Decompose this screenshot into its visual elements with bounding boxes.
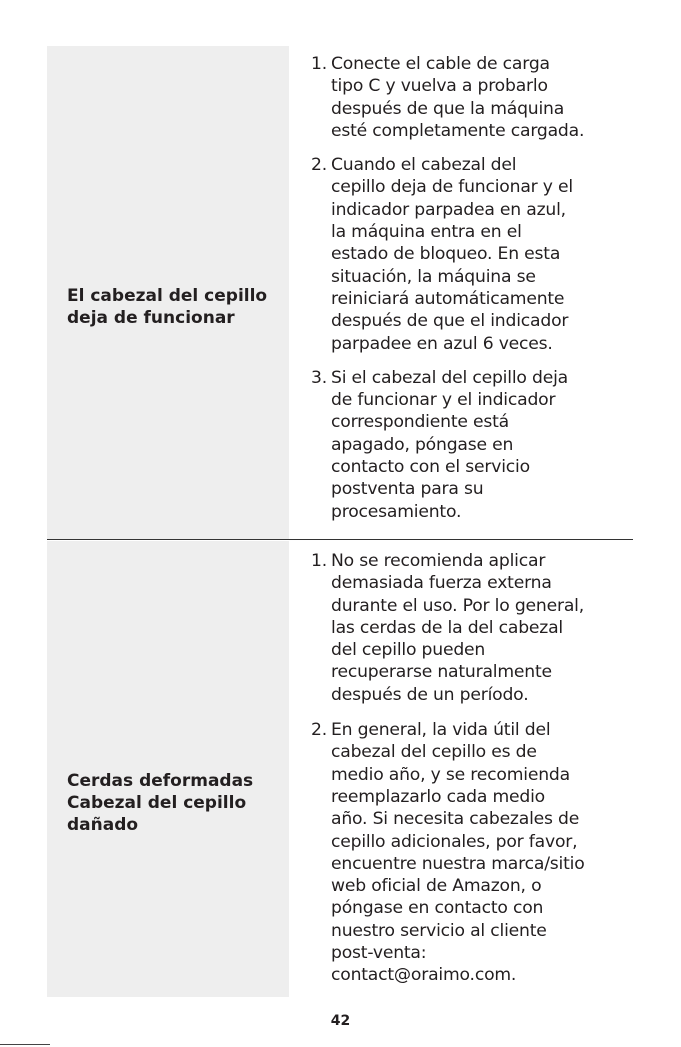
page-number: 42 bbox=[330, 1013, 351, 1029]
solution-item bbox=[311, 53, 633, 142]
step-number: 1. bbox=[311, 54, 327, 74]
solution-text: Si el cabezal del cepillo deja de funcionar y el indicador correspondiente está apagado, póngase en contacto con el servicio postventa para su procesamiento. bbox=[331, 367, 568, 522]
solution-text: Conecte el cable de carga tipo C y vuelva a probarlo después de que la máquina esté completamente cargada. bbox=[331, 54, 585, 141]
issue-title: Cerdas deformadas Cabezal del cepillo dañado bbox=[67, 770, 254, 835]
solution-text: En general, la vida útil del cabezal del cepillo es de medio año, y se recomienda reemplazarlo cada medio año. Si necesita cabezales de cepillo adicionales, por favor, encuentre nuestra marca/sitio web oficial de Amazon, o póngase en contacto con nuestro servicio al cliente post-venta: contact@oraimo.com. bbox=[331, 720, 585, 986]
solution-list bbox=[311, 550, 633, 1000]
step-number: 3. bbox=[311, 367, 327, 388]
solution-item bbox=[311, 550, 633, 706]
troubleshooting-row-brush-head-stops bbox=[47, 46, 633, 539]
row-divider bbox=[47, 539, 633, 540]
solution-item bbox=[311, 154, 633, 355]
step-number: 2. bbox=[311, 155, 327, 176]
solution-item bbox=[311, 367, 633, 523]
solution-item bbox=[311, 719, 633, 987]
issue-title: El cabezal del cepillo deja de funcionar bbox=[67, 286, 268, 328]
issue-cell bbox=[47, 46, 289, 539]
solution-text: No se recomienda aplicar demasiada fuerza externa durante el uso. Por lo general, las cerdas de la del cabezal del cepillo pueden recuperarse naturalmente después de un período. bbox=[331, 551, 585, 705]
troubleshooting-row-bristles-damaged bbox=[47, 541, 633, 997]
step-number: 1. bbox=[311, 551, 327, 571]
issue-cell bbox=[47, 541, 289, 997]
solution-list bbox=[311, 53, 633, 535]
bottom-rule bbox=[0, 1044, 50, 1045]
solution-text: Cuando el cabezal del cepillo deja de funcionar y el indicador parpadea en azul, la máquina entra en el estado de bloqueo. En esta situación, la máquina se reiniciará automáticamente después de que el indicador parpadee en azul 6 veces. bbox=[331, 155, 573, 354]
step-number: 2. bbox=[311, 720, 327, 741]
